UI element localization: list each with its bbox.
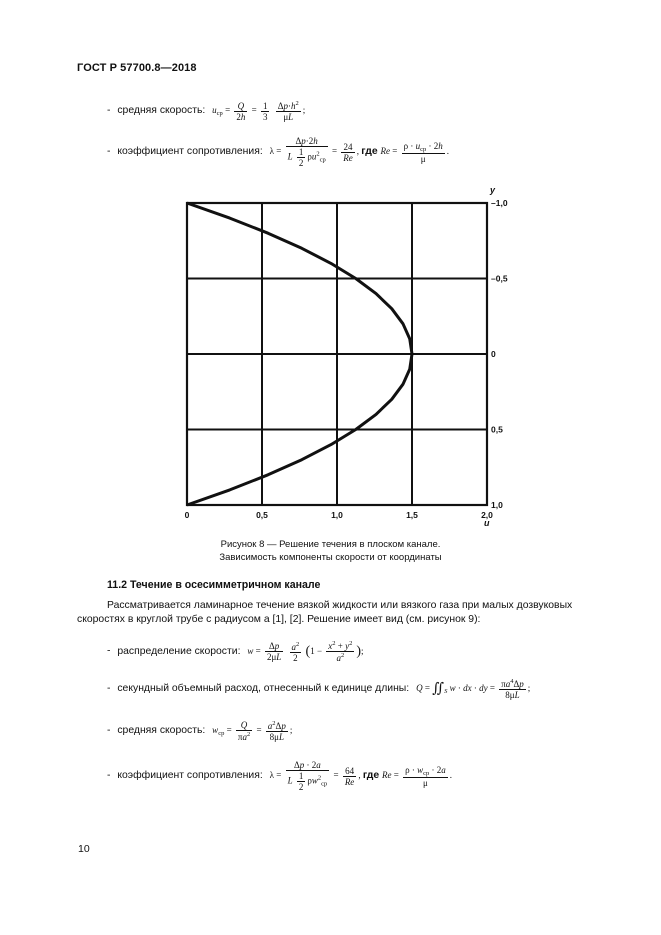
formula-resistance-round: [107, 760, 452, 792]
y-axis-label: y: [490, 185, 496, 195]
bullet: -: [107, 683, 111, 695]
document-header: ГОСТ Р 57700.8—2018: [77, 62, 197, 74]
section-paragraph-line2: скоростях в круглой трубе с радиусом a [1], [2]. Решение имеет вид (см. рисунок 9):: [77, 614, 481, 625]
formula-flow-rate: [107, 678, 530, 700]
where-label: где: [361, 146, 378, 158]
formula-resistance-flat: [107, 136, 449, 168]
y-tick-label: 0,5: [491, 424, 503, 435]
bullet: -: [107, 645, 111, 657]
y-tick-label: 1,0: [491, 500, 503, 510]
x-tick-label: 1,0: [331, 510, 343, 520]
where-label: где: [362, 770, 380, 782]
figure-caption-line2: Зависимость компоненты скорости от координаты: [219, 552, 442, 563]
formula-avg-speed-round: [107, 720, 292, 742]
formula-label: коэффициент сопротивления:: [117, 770, 263, 782]
bullet: -: [107, 105, 111, 117]
formula-label: секундный объемный расход, отнесенный к единице длины:: [117, 683, 410, 695]
formula-math: w = $\frac{\Delta p}{2\mu L}$ $\frac{a^2}{2}$ (1 − $\frac{x^2 + y^2}{a^2}$ );: [247, 640, 364, 663]
formula-math: $u_{ср}$ = $\frac{Q}{2h}$ = $\frac{1}{3}$ $\frac{\Delta p\cdot h^2}{\mu L}$ ;: [212, 100, 306, 122]
y-tick-label: –1,0: [491, 198, 508, 208]
formula-math-re: Re = $\frac{\rho \cdot u_{ср} \cdot 2h}{\mu}$ .: [380, 140, 449, 164]
x-tick-label: 1,5: [406, 510, 418, 520]
formula-label: средняя скорость:: [117, 725, 206, 737]
section-heading: 11.2 Течение в осесимметричном канале: [107, 579, 321, 591]
formula-label: распределение скорости:: [117, 645, 241, 657]
formula-avg-speed-flat: [107, 100, 305, 122]
formula-label: средняя скорость:: [117, 105, 206, 117]
page-number: 10: [78, 843, 90, 855]
y-tick-label: 0: [491, 349, 496, 359]
formula-math-re: Re = $\frac{\rho \cdot w_{ср} \cdot 2a}{\mu}$ .: [382, 764, 452, 788]
formula-label: коэффициент сопротивления:: [117, 146, 263, 158]
section-paragraph-line1: Рассматривается ламинарное течение вязкой жидкости или вязкого газа при малых дозвуковых: [107, 600, 573, 611]
x-axis-label: u: [484, 518, 490, 526]
bullet: -: [107, 146, 111, 158]
bullet: -: [107, 770, 111, 782]
formula-math: λ = Δp · 2a L $\frac{1}{2}$ $\rho w^2_{ср}$ = $\frac{64}{Re}$ ,: [269, 760, 363, 792]
figure-caption-line1: Рисунок 8 — Решение течения в плоском канале.: [220, 539, 441, 550]
x-tick-label: 0: [184, 510, 190, 520]
formula-distribution: [107, 640, 364, 663]
y-tick-label: –0,5: [491, 273, 508, 284]
bullet: -: [107, 725, 111, 737]
formula-math: $w_{ср}$ = $\frac{Q}{\pi a^2}$ = $\frac{a^2\Delta p}{8\mu L}$ ;: [212, 720, 293, 742]
x-tick-label: 2,0: [481, 510, 493, 520]
x-tick-label: 0,5: [256, 510, 268, 520]
formula-math: λ = Δp·2h L $\frac{1}{2}$ $\rho u^2_{ср}$ = $\frac{24}{Re}$ ,: [269, 136, 362, 168]
velocity-profile-chart: [160, 180, 520, 526]
formula-math: $Q = ∬_S$ w · dx · dy = $\frac{\pi a^4\Delta p}{8\mu L}$ ;: [416, 678, 531, 700]
